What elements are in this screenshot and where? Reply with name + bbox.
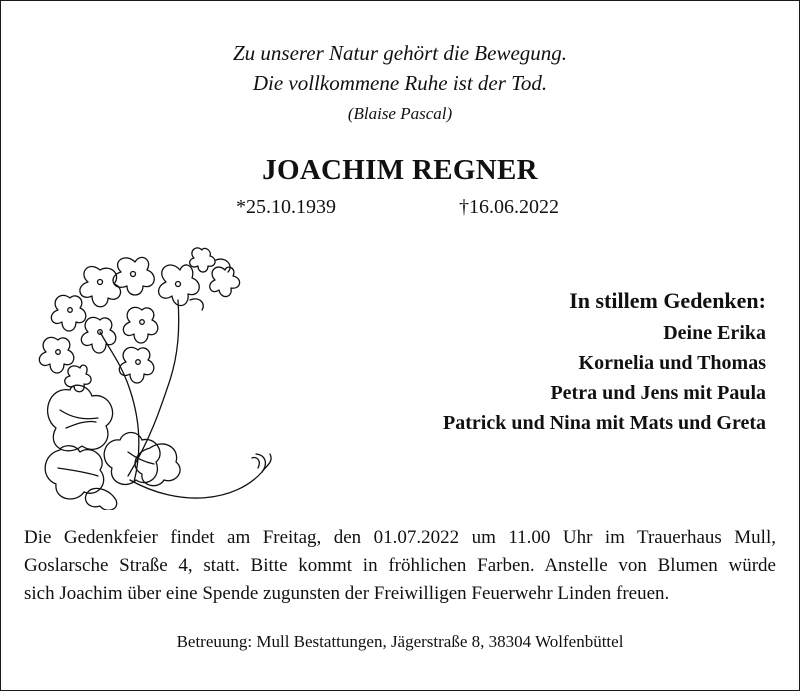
notice-line-1: Die Gedenkfeier findet am Freitag, den 01.07.2022 um 11.00 Uhr im Trauerhaus Mull,	[24, 527, 776, 548]
memorial-notice	[24, 524, 776, 608]
mourners-block	[443, 286, 766, 438]
death-date: †16.06.2022	[459, 196, 559, 218]
mourner-3: Petra und Jens mit Paula	[550, 382, 766, 404]
geranium-flower-icon	[30, 240, 280, 510]
notice-line-3: sich Joachim über eine Spende zugunsten der Freiwilligen Feuerwehr Linden freuen.	[24, 583, 670, 604]
mourners-heading: In stillem Gedenken:	[569, 288, 766, 313]
mourner-4: Patrick und Nina mit Mats und Greta	[443, 412, 766, 434]
mourner-2: Kornelia und Thomas	[578, 352, 766, 374]
quote	[0, 38, 800, 127]
notice-line-2: Goslarsche Straße 4, statt. Bitte kommt in fröhlichen Farben. Anstelle von Blumen würde	[24, 555, 776, 576]
quote-line-2: Die vollkommene Ruhe ist der Tod.	[252, 71, 548, 95]
deceased-name: JOACHIM REGNER	[262, 154, 538, 186]
funeral-home-info: Betreuung: Mull Bestattungen, Jägerstraße 8, 38304 Wolfenbüttel	[176, 632, 624, 651]
quote-line-1: Zu unserer Natur gehört die Bewegung.	[232, 41, 568, 65]
birth-date: *25.10.1939	[236, 196, 336, 218]
mourner-1: Deine Erika	[663, 322, 766, 344]
quote-author: (Blaise Pascal)	[347, 104, 453, 123]
